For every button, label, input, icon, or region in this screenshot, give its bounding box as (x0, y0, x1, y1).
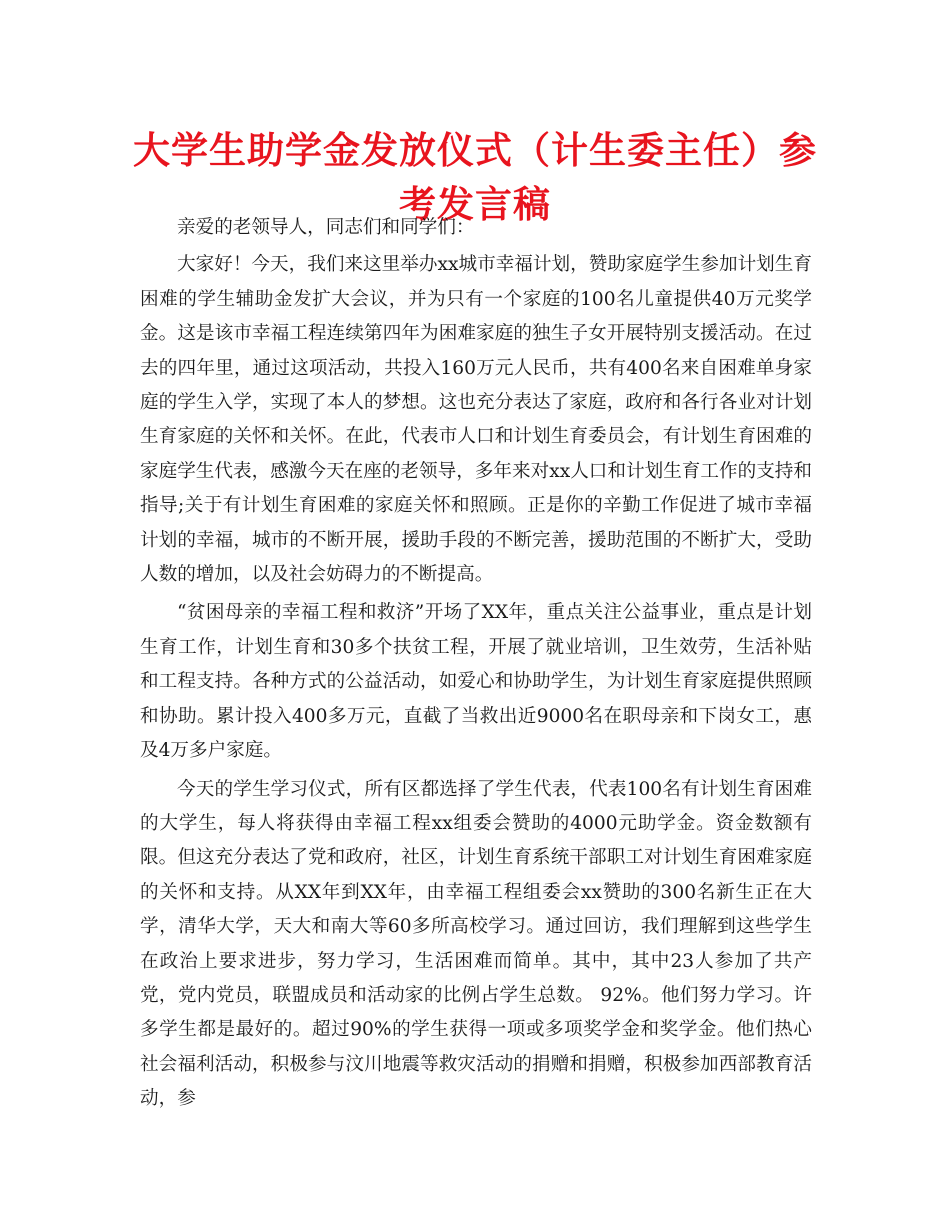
document-title: 大学生助学金发放仪式（计生委主任）参考发言稿 (133, 129, 817, 226)
paragraph-3: 今天的学生学习仪式，所有区都选择了学生代表，代表100名有计划生育困难的大学生，每人将获得由幸福工程xx组委会赞助的4000元助学金。资金数额有限。但这充分表达了党和政府，社区，计划生育系统干部职工对计划生育困难家庭的关怀和支持。从XX年到XX年，由幸福工程组委会xx赞助的300名新生正在大学，清华大学，天大和南大等60多所高校学习。通过回访，我们理解到这些学生在政治上要求进步，努力学习，生活困难而简单。其中，其中23人参加了共产党，党内党员，联盟成员和活动家的比例占学生总数。 92%。他们努力学习。许多学生都是最好的。超过90%的学生获得一项或多项奖学金和奖学金。他们热心社会福利活动，积极参与汶川地震等救灾活动的捐赠和捐赠，积极参加西部教育活动，参 (140, 778, 812, 1110)
paragraph-1: 大家好！今天，我们来这里举办xx城市幸福计划，赞助家庭学生参加计划生育困难的学生辅助金发扩大会议，并为只有一个家庭的100名儿童提供40万元奖学金。这是该市幸福工程连续第四年为困难家庭的独生子女开展特别支援活动。在过去的四年里，通过这项活动，共投入160万元人民币，共有400名来自困难单身家庭的学生入学，实现了本人的梦想。这也充分表达了家庭，政府和各行各业对计划生育家庭的关怀和关怀。在此，代表市人口和计划生育委员会，有计划生育困难的家庭学生代表，感激今天在座的老领导，多年来对xx人口和计划生育工作的支持和指导;关于有计划生育困难的家庭关怀和照顾。正是你的辛勤工作促进了城市幸福计划的幸福，城市的不断开展，援助手段的不断完善，援助范围的不断扩大，受助人数的增加，以及社会妨碍力的不断提高。 (140, 254, 812, 586)
paragraph-2: “贫困母亲的幸福工程和救济”开场了XX年，重点关注公益事业，重点是计划生育工作，计划生育和30多个扶贫工程，开展了就业培训，卫生效劳，生活补贴和工程支持。各种方式的公益活动，如爱心和协助学生，为计划生育家庭提供照顾和协助。累计投入400多万元，直截了当救出近9000名在职母亲和下岗女工，惠及4万多户家庭。 (140, 602, 812, 762)
document-body (140, 211, 812, 1117)
salutation: 亲爱的老领导人，同志们和同学们： (177, 217, 475, 238)
